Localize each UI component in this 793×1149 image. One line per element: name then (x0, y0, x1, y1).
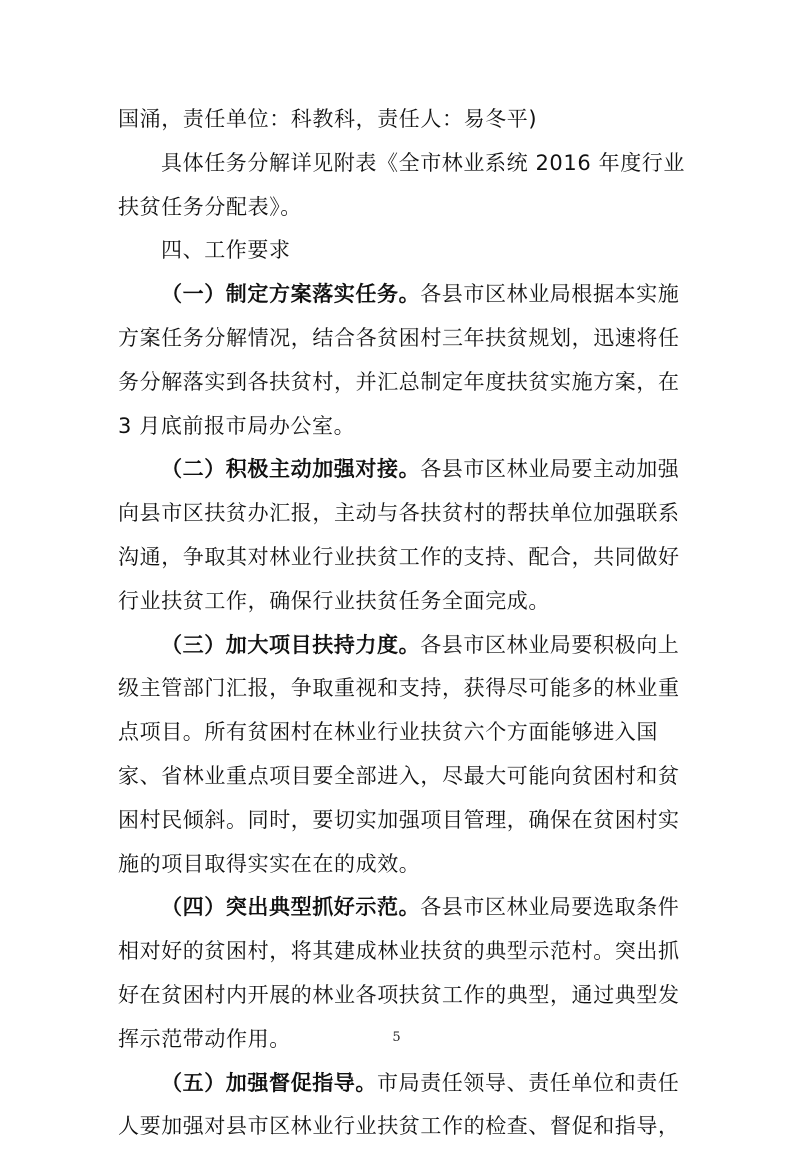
text-line (118, 142, 685, 186)
text-line (118, 98, 678, 142)
line-text: 四、工作要求 (161, 238, 291, 263)
line-text: 点项目。所有贫困村在林业行业扶贫六个方面能够进入国 (118, 720, 658, 745)
text-line (118, 755, 678, 799)
page-number: 5 (392, 1030, 401, 1045)
line-text: 挥示范带动作用。 (118, 1026, 291, 1051)
line-text: 人要加强对县市区林业行业扶贫工作的检查、督促和指导， (118, 1114, 680, 1139)
line-text: 具体任务分解详见附表《全市林业系统 2016 年度行业 (161, 150, 685, 175)
line-text: 各县市区林业局要选取条件 (420, 895, 680, 920)
line-text: 级主管部门汇报，争取重视和支持，获得尽可能多的林业重 (118, 676, 680, 701)
text-line (118, 667, 678, 711)
section-heading: （二）积极主动加强对接。 (161, 457, 421, 482)
line-text: 相对好的贫困村，将其建成林业扶贫的典型示范村。突出抓 (118, 939, 680, 964)
text-line (118, 711, 678, 755)
text-line (118, 1105, 678, 1149)
section-heading: （三）加大项目扶持力度。 (161, 632, 421, 657)
line-text: 各县市区林业局要积极向上 (420, 632, 680, 657)
line-text: 好在贫困村内开展的林业各项扶贫工作的典型，通过典型发 (118, 982, 680, 1007)
line-text: 家、省林业重点项目要全部进入，尽最大可能向贫困村和贫 (118, 763, 680, 788)
text-line (118, 580, 678, 624)
text-line (118, 930, 678, 974)
line-text: 方案任务分解情况，结合各贫困村三年扶贫规划，迅速将任 (118, 325, 680, 350)
line-text: 务分解落实到各扶贫村，并汇总制定年度扶贫实施方案，在 (118, 369, 680, 394)
line-text: 困村民倾斜。同时，要切实加强项目管理，确保在贫困村实 (118, 807, 680, 832)
text-line (118, 492, 678, 536)
text-line (118, 799, 678, 843)
body-text (118, 98, 685, 1149)
text-line (118, 624, 678, 668)
text-line (118, 536, 678, 580)
text-line (118, 317, 678, 361)
section-heading: （一）制定方案落实任务。 (161, 282, 421, 307)
text-line (118, 974, 678, 1018)
text-line (118, 448, 678, 492)
section-heading: （五）加强督促指导。 (161, 1070, 377, 1095)
line-text: 市局责任领导、责任单位和责任 (377, 1070, 680, 1095)
text-line (118, 273, 678, 317)
line-text: 行业扶贫工作，确保行业扶贫任务全面完成。 (118, 588, 550, 613)
line-text: 各县市区林业局要主动加强 (420, 457, 680, 482)
line-text: 3 月底前报市局办公室。 (118, 413, 356, 438)
text-line (118, 843, 678, 887)
section-heading: （四）突出典型抓好示范。 (161, 895, 421, 920)
text-line (118, 886, 678, 930)
line-text: 国涌，责任单位：科教科，责任人：易冬平) (118, 107, 538, 131)
text-line (118, 186, 678, 230)
line-text: 各县市区林业局根据本实施 (420, 282, 680, 307)
line-text: 沟通，争取其对林业行业扶贫工作的支持、配合，共同做好 (118, 544, 680, 569)
line-text: 扶贫任务分配表》。 (118, 194, 302, 219)
line-text: 施的项目取得实实在在的成效。 (118, 851, 421, 876)
text-line (118, 361, 678, 405)
text-line (118, 405, 678, 449)
text-line (118, 1062, 678, 1106)
line-text: 向县市区扶贫办汇报，主动与各扶贫村的帮扶单位加强联系 (118, 501, 680, 526)
text-line (118, 229, 678, 273)
